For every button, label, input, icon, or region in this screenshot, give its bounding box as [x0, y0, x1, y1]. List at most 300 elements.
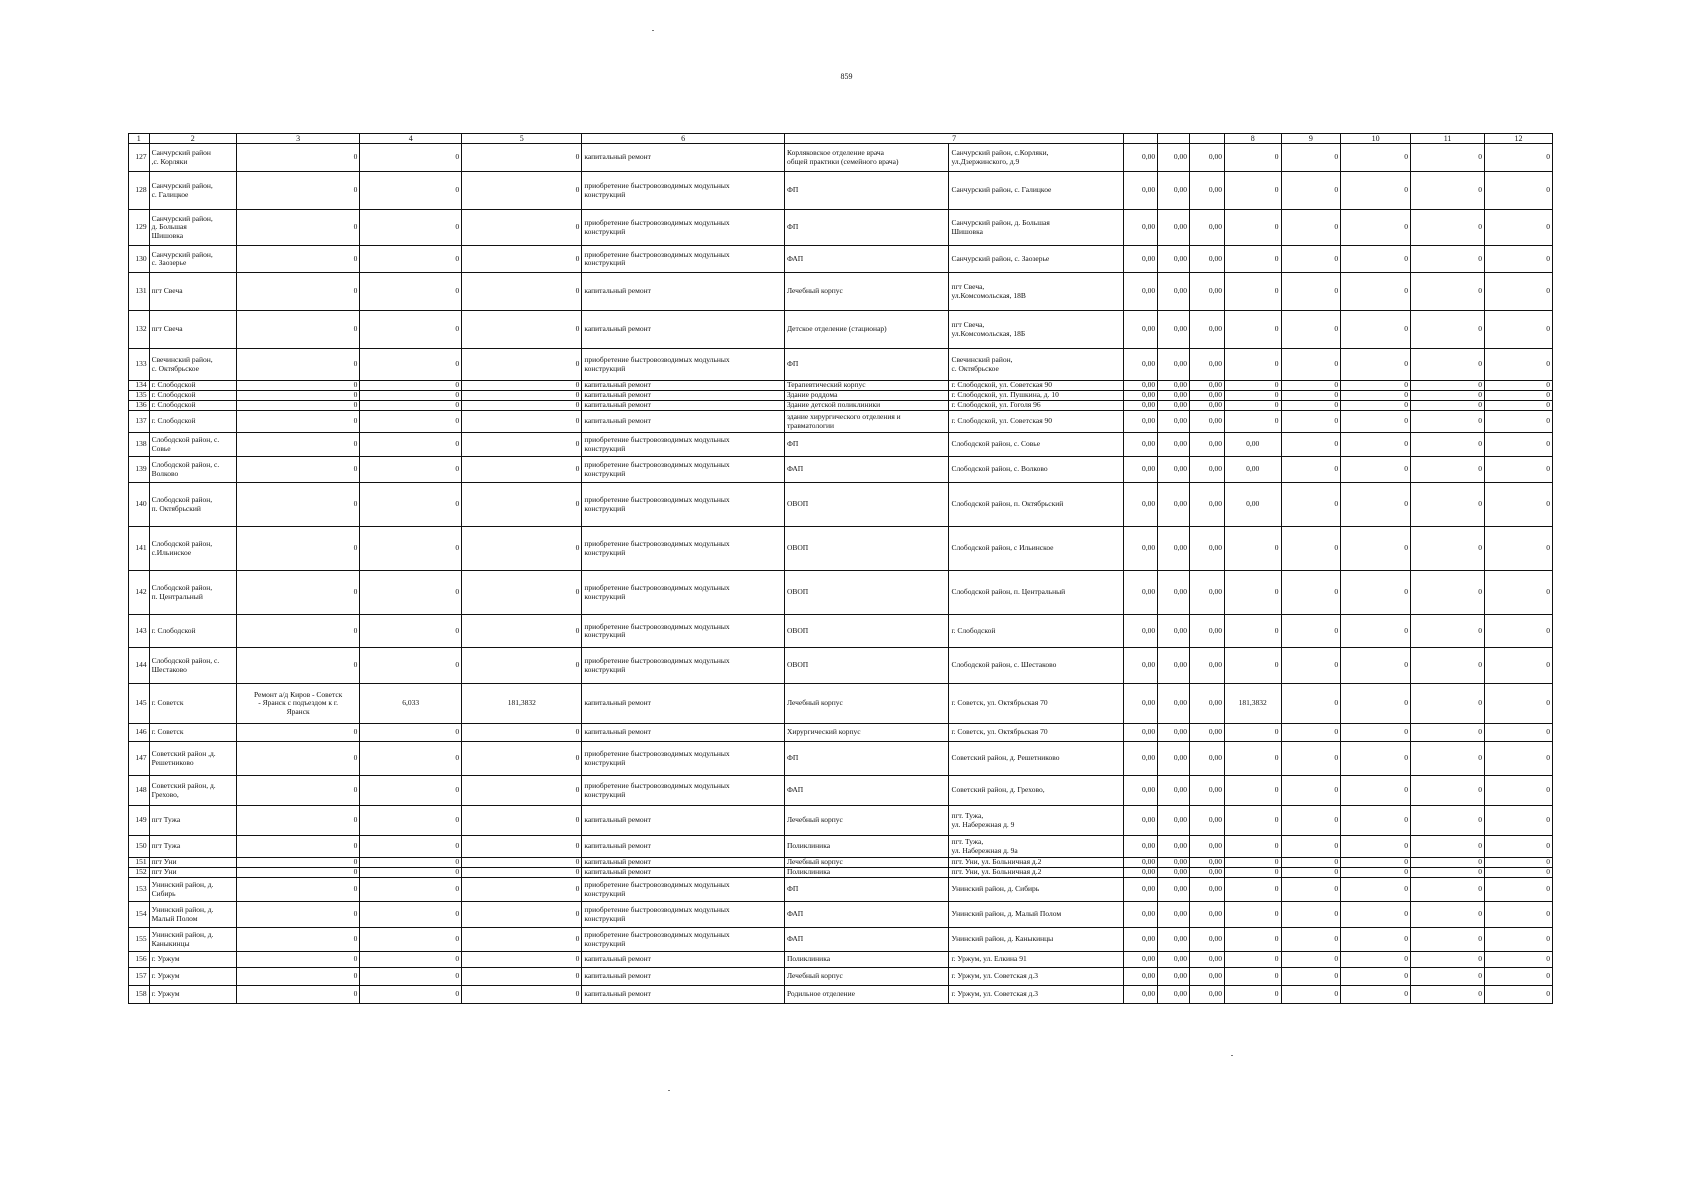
col11-value: 0	[1411, 858, 1485, 868]
value-b: 0,00	[1158, 928, 1190, 952]
address-cell	[949, 401, 1124, 411]
work-type-cell	[582, 836, 785, 858]
address-cell-line: ул. Набережная д. 9	[951, 819, 1015, 829]
table-body	[129, 144, 1553, 1004]
table-row	[129, 246, 1553, 273]
row-number: 147	[129, 742, 150, 776]
col5-value: 0	[462, 615, 582, 648]
value-b: 0,00	[1158, 648, 1190, 684]
table-row	[129, 391, 1553, 401]
col11-value: 0	[1411, 968, 1485, 986]
work-type-cell-line: приобретение быстровозводимых модульных	[584, 656, 730, 666]
address-cell-line: Слободской район, с. Волково	[951, 464, 1048, 474]
value-c: 0,00	[1190, 952, 1225, 968]
header-col-4: 4	[360, 134, 462, 144]
facility-cell-line: Терапевтический корпус	[786, 380, 866, 390]
col9-value: 0	[1281, 381, 1341, 391]
col3-value: 0	[236, 483, 359, 527]
work-type-cell-line: капитальный ремонт	[584, 727, 651, 737]
col12-value: 0	[1485, 968, 1553, 986]
value-c: 0,00	[1190, 172, 1225, 210]
page-number: 859	[840, 72, 853, 81]
col8-value: 0	[1224, 391, 1281, 401]
address-cell-line: пгт. Уни, ул. Больничная д.2	[951, 857, 1042, 867]
facility-cell-line: общей практики (семейного врача)	[786, 156, 899, 166]
facility-cell-line: Поликлиника	[786, 954, 831, 964]
work-type-cell	[582, 776, 785, 806]
settlement-cell-line: Унинский район, д.	[151, 905, 214, 915]
facility-cell	[784, 878, 949, 902]
table-row	[129, 902, 1553, 928]
row-number: 145	[129, 684, 150, 724]
facility-cell	[784, 742, 949, 776]
settlement-cell	[149, 878, 236, 902]
col12-value: 0	[1485, 806, 1553, 836]
col5-value: 181,3832	[462, 684, 582, 724]
col9-value: 0	[1281, 210, 1341, 246]
work-type-cell	[582, 878, 785, 902]
facility-cell-line: Лечебный корпус	[786, 286, 843, 296]
col12-value: 0	[1485, 411, 1553, 433]
col9-value: 0	[1281, 273, 1341, 311]
col12-value: 0	[1485, 172, 1553, 210]
settlement-cell-line: Санчурский район,	[151, 213, 213, 223]
col8-value: 0	[1224, 742, 1281, 776]
work-type-cell-line: конструкций	[584, 789, 626, 799]
col8-value: 0	[1224, 615, 1281, 648]
address-cell	[949, 724, 1124, 742]
value-b: 0,00	[1158, 724, 1190, 742]
value-b: 0,00	[1158, 858, 1190, 868]
settlement-cell-line: с. Октябрьское	[151, 363, 199, 373]
col10-value: 0	[1341, 391, 1411, 401]
value-c: 0,00	[1190, 928, 1225, 952]
address-cell	[949, 144, 1124, 172]
col12-value: 0	[1485, 401, 1553, 411]
col12-value: 0	[1485, 381, 1553, 391]
value-c: 0,00	[1190, 401, 1225, 411]
facility-cell	[784, 902, 949, 928]
col4-value: 0	[360, 836, 462, 858]
col9-value: 0	[1281, 952, 1341, 968]
header-col-7: 7	[784, 134, 1123, 144]
value-a: 0,00	[1124, 836, 1158, 858]
work-type-cell-line: приобретение быстровозводимых модульных	[584, 181, 730, 191]
col3-value: 0	[236, 210, 359, 246]
col5-value: 0	[462, 411, 582, 433]
col11-value: 0	[1411, 615, 1485, 648]
col3-value: 0	[236, 172, 359, 210]
work-type-cell	[582, 433, 785, 457]
address-cell	[949, 902, 1124, 928]
col10-value: 0	[1341, 742, 1411, 776]
col11-value: 0	[1411, 349, 1485, 381]
col10-value: 0	[1341, 527, 1411, 571]
facility-cell-line: ФП	[786, 884, 799, 894]
value-a: 0,00	[1124, 776, 1158, 806]
work-type-cell-line: капитальный ремонт	[584, 400, 651, 410]
address-cell	[949, 878, 1124, 902]
col4-value: 0	[360, 868, 462, 878]
facility-cell	[784, 401, 949, 411]
facility-cell	[784, 571, 949, 615]
value-c: 0,00	[1190, 902, 1225, 928]
settlement-cell	[149, 615, 236, 648]
col4-value: 0	[360, 210, 462, 246]
address-cell	[949, 806, 1124, 836]
value-c: 0,00	[1190, 868, 1225, 878]
work-type-cell-line: капитальный ремонт	[584, 815, 651, 825]
facility-cell	[784, 836, 949, 858]
col4-value: 0	[360, 391, 462, 401]
facility-cell	[784, 144, 949, 172]
value-b: 0,00	[1158, 776, 1190, 806]
table-row	[129, 172, 1553, 210]
address-cell-line: г. Слободской, ул. Советская 90	[951, 380, 1053, 390]
col3-value: 0	[236, 457, 359, 483]
settlement-cell-line: г. Уржум	[151, 954, 180, 964]
col8-value: 0	[1224, 411, 1281, 433]
col10-value: 0	[1341, 986, 1411, 1004]
header-col-5: 5	[462, 134, 582, 144]
facility-cell-line: ФП	[786, 753, 799, 763]
table-row	[129, 210, 1553, 246]
table-row	[129, 527, 1553, 571]
address-cell-line: Шишовка	[951, 226, 983, 236]
col5-value: 0	[462, 648, 582, 684]
col3-value: 0	[236, 571, 359, 615]
col8-value: 0	[1224, 806, 1281, 836]
col9-value: 0	[1281, 391, 1341, 401]
address-cell	[949, 858, 1124, 868]
col10-value: 0	[1341, 724, 1411, 742]
table-row	[129, 806, 1553, 836]
facility-cell-line: Здание роддома	[786, 390, 838, 400]
settlement-cell-line: г. Уржум	[151, 989, 180, 999]
scan-speck	[668, 1090, 670, 1091]
value-a: 0,00	[1124, 868, 1158, 878]
col9-value: 0	[1281, 684, 1341, 724]
facility-cell	[784, 928, 949, 952]
work-type-cell-line: приобретение быстровозводимых модульных	[584, 905, 730, 915]
address-cell-line: г. Уржум, ул. Советская д.3	[951, 971, 1038, 981]
value-c: 0,00	[1190, 483, 1225, 527]
table-row	[129, 836, 1553, 858]
settlement-cell	[149, 806, 236, 836]
settlement-cell-line: Слободской район, с.	[151, 435, 220, 445]
work-type-cell	[582, 648, 785, 684]
col5-value: 0	[462, 172, 582, 210]
row-number: 136	[129, 401, 150, 411]
settlement-cell-line: Слободской район,	[151, 495, 213, 505]
address-cell-line: Слободской район, с. Шестаково	[951, 660, 1057, 670]
address-cell-line: Слободской район, с. Совье	[951, 439, 1041, 449]
col10-value: 0	[1341, 381, 1411, 391]
settlement-cell	[149, 349, 236, 381]
col11-value: 0	[1411, 381, 1485, 391]
col4-value: 0	[360, 457, 462, 483]
col12-value: 0	[1485, 986, 1553, 1004]
col3-value: 0	[236, 273, 359, 311]
value-a: 0,00	[1124, 210, 1158, 246]
address-cell-line: г. Слободской, ул. Советская 90	[951, 416, 1053, 426]
value-b: 0,00	[1158, 571, 1190, 615]
col8-value: 0,00	[1224, 483, 1281, 527]
table-row	[129, 858, 1553, 868]
settlement-cell	[149, 648, 236, 684]
col8-value: 0	[1224, 868, 1281, 878]
address-cell	[949, 836, 1124, 858]
work-type-cell-line: конструкций	[584, 258, 626, 268]
value-a: 0,00	[1124, 986, 1158, 1004]
col4-value: 0	[360, 878, 462, 902]
row-number: 146	[129, 724, 150, 742]
col12-value: 0	[1485, 210, 1553, 246]
address-cell	[949, 986, 1124, 1004]
value-b: 0,00	[1158, 868, 1190, 878]
header-col-6: 6	[582, 134, 785, 144]
value-a: 0,00	[1124, 615, 1158, 648]
col10-value: 0	[1341, 311, 1411, 349]
col3-value: 0	[236, 648, 359, 684]
col4-value: 0	[360, 902, 462, 928]
settlement-cell-line: п. Октябрьский	[151, 503, 201, 513]
col4-value: 0	[360, 483, 462, 527]
value-a: 0,00	[1124, 246, 1158, 273]
col9-value: 0	[1281, 457, 1341, 483]
value-c: 0,00	[1190, 144, 1225, 172]
facility-cell-line: травматологии	[786, 420, 835, 430]
col9-value: 0	[1281, 806, 1341, 836]
value-c: 0,00	[1190, 433, 1225, 457]
value-b: 0,00	[1158, 527, 1190, 571]
col11-value: 0	[1411, 571, 1485, 615]
col4-value: 0	[360, 776, 462, 806]
col12-value: 0	[1485, 311, 1553, 349]
settlement-cell-line: с.Ильинское	[151, 547, 192, 557]
col5-value: 0	[462, 742, 582, 776]
address-cell	[949, 928, 1124, 952]
work-type-cell	[582, 724, 785, 742]
col10-value: 0	[1341, 273, 1411, 311]
header-col-10: 10	[1341, 134, 1411, 144]
col12-value: 0	[1485, 615, 1553, 648]
col9-value: 0	[1281, 401, 1341, 411]
value-b: 0,00	[1158, 246, 1190, 273]
row-number: 141	[129, 527, 150, 571]
col8-value: 0	[1224, 836, 1281, 858]
facility-cell-line: Детское отделение (стационар)	[786, 324, 887, 334]
col12-value: 0	[1485, 878, 1553, 902]
facility-cell-line: Поликлиника	[786, 841, 831, 851]
col5-value: 0	[462, 401, 582, 411]
col12-value: 0	[1485, 836, 1553, 858]
work-type-cell-line: капитальный ремонт	[584, 857, 651, 867]
col9-value: 0	[1281, 836, 1341, 858]
facility-cell-line: Лечебный корпус	[786, 971, 843, 981]
address-cell-line: г. Уржум, ул. Елкина 91	[951, 954, 1027, 964]
address-cell-line: г. Слободской	[951, 625, 996, 635]
col12-value: 0	[1485, 246, 1553, 273]
value-b: 0,00	[1158, 952, 1190, 968]
settlement-cell	[149, 273, 236, 311]
settlement-cell-line: Советский район, д.	[151, 781, 216, 791]
col9-value: 0	[1281, 776, 1341, 806]
settlement-cell-line: д. Большая	[151, 222, 187, 232]
table-row	[129, 401, 1553, 411]
facility-cell-line: Поликлиника	[786, 867, 831, 877]
work-type-cell	[582, 311, 785, 349]
col11-value: 0	[1411, 724, 1485, 742]
settlement-cell-line: ,с. Корляки	[151, 156, 188, 166]
col5-value: 0	[462, 483, 582, 527]
settlement-cell	[149, 858, 236, 868]
value-a: 0,00	[1124, 928, 1158, 952]
value-a: 0,00	[1124, 952, 1158, 968]
col5-value: 0	[462, 986, 582, 1004]
value-a: 0,00	[1124, 433, 1158, 457]
settlement-cell-line: Слободской район, с.	[151, 656, 220, 666]
work-type-cell-line: конструкций	[584, 630, 626, 640]
address-cell-line: Санчурский район, д. Большая	[951, 218, 1050, 228]
col11-value: 0	[1411, 210, 1485, 246]
work-type-cell	[582, 273, 785, 311]
address-cell-line: г. Слободской, ул. Пушкина, д. 10	[951, 390, 1059, 400]
value-c: 0,00	[1190, 527, 1225, 571]
work-type-cell-line: приобретение быстровозводимых модульных	[584, 460, 730, 470]
value-c: 0,00	[1190, 411, 1225, 433]
address-cell-line: г. Советск, ул. Октябрьская 70	[951, 698, 1048, 708]
address-cell-line: Санчурский район, с. Галицкое	[951, 185, 1052, 195]
col9-value: 0	[1281, 742, 1341, 776]
col3-value: 0	[236, 836, 359, 858]
settlement-cell	[149, 684, 236, 724]
row-number: 152	[129, 868, 150, 878]
facility-cell	[784, 986, 949, 1004]
value-a: 0,00	[1124, 401, 1158, 411]
col3-value: 0	[236, 311, 359, 349]
value-b: 0,00	[1158, 483, 1190, 527]
settlement-cell	[149, 571, 236, 615]
col4-value: 0	[360, 349, 462, 381]
facility-cell-line: ОВОП	[786, 543, 809, 553]
table-row	[129, 648, 1553, 684]
col9-value: 0	[1281, 172, 1341, 210]
row-number: 144	[129, 648, 150, 684]
facility-cell	[784, 273, 949, 311]
table-row	[129, 684, 1553, 724]
facility-cell-line: ФАП	[786, 909, 804, 919]
value-a: 0,00	[1124, 968, 1158, 986]
settlement-cell-line: г. Слободской	[151, 390, 196, 400]
work-type-cell-line: конструкций	[584, 664, 626, 674]
col3-value: 0	[236, 858, 359, 868]
scan-speck	[1231, 1055, 1233, 1056]
row-number: 140	[129, 483, 150, 527]
col10-value: 0	[1341, 483, 1411, 527]
row-number: 149	[129, 806, 150, 836]
facility-cell	[784, 210, 949, 246]
work-type-cell	[582, 902, 785, 928]
settlement-cell-line: Санчурский район,	[151, 249, 213, 259]
value-a: 0,00	[1124, 858, 1158, 868]
col11-value: 0	[1411, 273, 1485, 311]
address-cell	[949, 483, 1124, 527]
row-number: 143	[129, 615, 150, 648]
work-type-cell-line: конструкций	[584, 547, 626, 557]
col10-value: 0	[1341, 246, 1411, 273]
road-repair-cell	[236, 684, 359, 724]
work-type-cell	[582, 684, 785, 724]
address-cell	[949, 648, 1124, 684]
settlement-cell-line: Шестаково	[151, 664, 187, 674]
work-type-cell-line: капитальный ремонт	[584, 416, 651, 426]
work-type-cell-line: конструкций	[584, 226, 626, 236]
col11-value: 0	[1411, 401, 1485, 411]
settlement-cell-line: Каныкинцы	[151, 938, 190, 948]
col12-value: 0	[1485, 457, 1553, 483]
work-type-cell	[582, 527, 785, 571]
header-col-2: 2	[149, 134, 236, 144]
col4-value: 0	[360, 144, 462, 172]
work-type-cell-line: приобретение быстровозводимых модульных	[584, 218, 730, 228]
settlement-cell	[149, 836, 236, 858]
work-type-cell	[582, 986, 785, 1004]
settlement-cell	[149, 457, 236, 483]
col5-value: 0	[462, 724, 582, 742]
col8-value: 0	[1224, 144, 1281, 172]
address-cell-line: г. Уржум, ул. Советская д.3	[951, 989, 1038, 999]
settlement-cell-line: пгт Уни	[151, 857, 177, 867]
col8-value: 0	[1224, 858, 1281, 868]
work-type-cell-line: приобретение быстровозводимых модульных	[584, 249, 730, 259]
value-a: 0,00	[1124, 648, 1158, 684]
col3-value: 0	[236, 349, 359, 381]
work-type-cell-line: капитальный ремонт	[584, 954, 651, 964]
value-b: 0,00	[1158, 615, 1190, 648]
value-a: 0,00	[1124, 806, 1158, 836]
col5-value: 0	[462, 968, 582, 986]
work-type-cell	[582, 172, 785, 210]
col12-value: 0	[1485, 483, 1553, 527]
col12-value: 0	[1485, 902, 1553, 928]
address-cell-line: ул.Дзержинского, д.9	[951, 156, 1020, 166]
col3-value: 0	[236, 928, 359, 952]
col3-value: 0	[236, 411, 359, 433]
value-b: 0,00	[1158, 968, 1190, 986]
table-row	[129, 742, 1553, 776]
col5-value: 0	[462, 571, 582, 615]
facility-cell-line: ОВОП	[786, 499, 809, 509]
col3-value: 0	[236, 806, 359, 836]
row-number: 156	[129, 952, 150, 968]
col10-value: 0	[1341, 968, 1411, 986]
col8-value: 0	[1224, 878, 1281, 902]
col10-value: 0	[1341, 952, 1411, 968]
col5-value: 0	[462, 902, 582, 928]
col9-value: 0	[1281, 311, 1341, 349]
address-cell-line: Свечинский район,	[951, 355, 1013, 365]
row-number: 127	[129, 144, 150, 172]
value-b: 0,00	[1158, 311, 1190, 349]
row-number: 151	[129, 858, 150, 868]
col3-value: 0	[236, 527, 359, 571]
work-type-cell-line: капитальный ремонт	[584, 867, 651, 877]
address-cell	[949, 776, 1124, 806]
col4-value: 0	[360, 615, 462, 648]
work-type-cell-line: приобретение быстровозводимых модульных	[584, 495, 730, 505]
work-type-cell-line: конструкций	[584, 913, 626, 923]
